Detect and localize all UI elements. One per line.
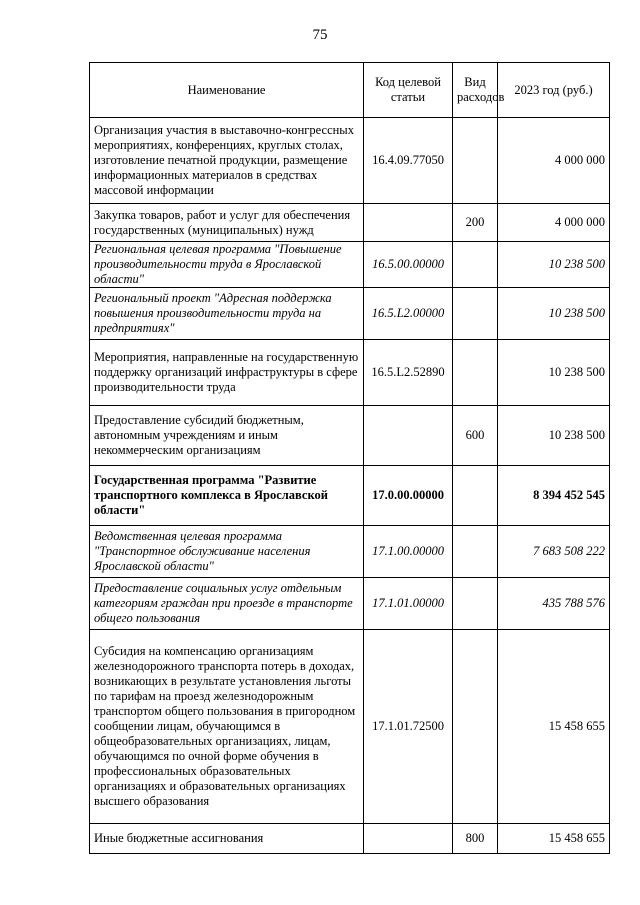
table-row (90, 204, 610, 242)
cell-name: Региональный проект "Адресная поддержка повышения производительности труда на предприятиях" (90, 288, 364, 340)
cell-amount: 10 238 500 (498, 242, 610, 288)
cell-name: Закупка товаров, работ и услуг для обеспечения государственных (муниципальных) нужд (90, 204, 364, 242)
cell-vid: 800 (453, 824, 498, 854)
cell-name: Субсидия на компенсацию организациям железнодорожного транспорта потерь в доходах, возникающих в результате установления льготы по тарифам на проезд железнодорожным транспортом общего пользования в пригородном сообщении лицам, обучающимся в общеобразовательных организациях, лицам, обучающимся по очной форме обучения в профессиональных образовательных организациях и образовательных организациях высшего образования (90, 630, 364, 824)
table-row (90, 578, 610, 630)
header-vid: Вид расходов (453, 63, 498, 118)
cell-amount: 10 238 500 (498, 406, 610, 466)
cell-vid (453, 340, 498, 406)
page-number: 75 (312, 27, 328, 43)
cell-code (364, 824, 453, 854)
table-row (90, 824, 610, 854)
cell-amount: 8 394 452 545 (498, 466, 610, 526)
cell-code: 17.1.01.00000 (364, 578, 453, 630)
cell-name: Государственная программа "Развитие транспортного комплекса в Ярославской области" (90, 466, 364, 526)
cell-amount: 15 458 655 (498, 630, 610, 824)
cell-code: 17.0.00.00000 (364, 466, 453, 526)
table-row (90, 526, 610, 578)
cell-amount: 4 000 000 (498, 204, 610, 242)
table-row (90, 630, 610, 824)
cell-name: Организация участия в выставочно-конгрессных мероприятиях, конференциях, круглых столах, изготовление печатной продукции, размещение информационных материалов в средствах массовой информации (90, 118, 364, 204)
header-code: Код целевой статьи (364, 63, 453, 118)
cell-code: 16.5.L2.52890 (364, 340, 453, 406)
cell-amount: 435 788 576 (498, 578, 610, 630)
cell-vid (453, 288, 498, 340)
cell-code: 16.4.09.77050 (364, 118, 453, 204)
header-amount: 2023 год (руб.) (498, 63, 610, 118)
cell-code (364, 204, 453, 242)
cell-amount: 10 238 500 (498, 288, 610, 340)
cell-code: 16.5.00.00000 (364, 242, 453, 288)
table-row (90, 406, 610, 466)
cell-vid (453, 578, 498, 630)
budget-table (89, 62, 610, 854)
cell-name: Иные бюджетные ассигнования (90, 824, 364, 854)
header-name: Наименование (90, 63, 364, 118)
cell-name: Предоставление социальных услуг отдельным категориям граждан при проезде в транспорте общего пользования (90, 578, 364, 630)
cell-vid (453, 526, 498, 578)
cell-code (364, 406, 453, 466)
table-row (90, 466, 610, 526)
cell-vid: 600 (453, 406, 498, 466)
cell-name: Региональная целевая программа "Повышение производительности труда в Ярославской области" (90, 242, 364, 288)
cell-vid (453, 630, 498, 824)
table-row (90, 242, 610, 288)
cell-code: 17.1.00.00000 (364, 526, 453, 578)
table-row (90, 288, 610, 340)
cell-amount: 7 683 508 222 (498, 526, 610, 578)
cell-name: Мероприятия, направленные на государственную поддержку организаций инфраструктуры в сфере производительности труда (90, 340, 364, 406)
cell-vid (453, 118, 498, 204)
cell-code: 17.1.01.72500 (364, 630, 453, 824)
table-header-row (90, 63, 610, 118)
cell-amount: 10 238 500 (498, 340, 610, 406)
table-row (90, 118, 610, 204)
cell-amount: 15 458 655 (498, 824, 610, 854)
cell-amount: 4 000 000 (498, 118, 610, 204)
cell-code: 16.5.L2.00000 (364, 288, 453, 340)
cell-vid: 200 (453, 204, 498, 242)
cell-name: Ведомственная целевая программа "Транспортное обслуживание населения Ярославской области" (90, 526, 364, 578)
cell-vid (453, 242, 498, 288)
table-body (90, 118, 610, 854)
cell-vid (453, 466, 498, 526)
cell-name: Предоставление субсидий бюджетным, автономным учреждениям и иным некоммерческим организациям (90, 406, 364, 466)
table-row (90, 340, 610, 406)
